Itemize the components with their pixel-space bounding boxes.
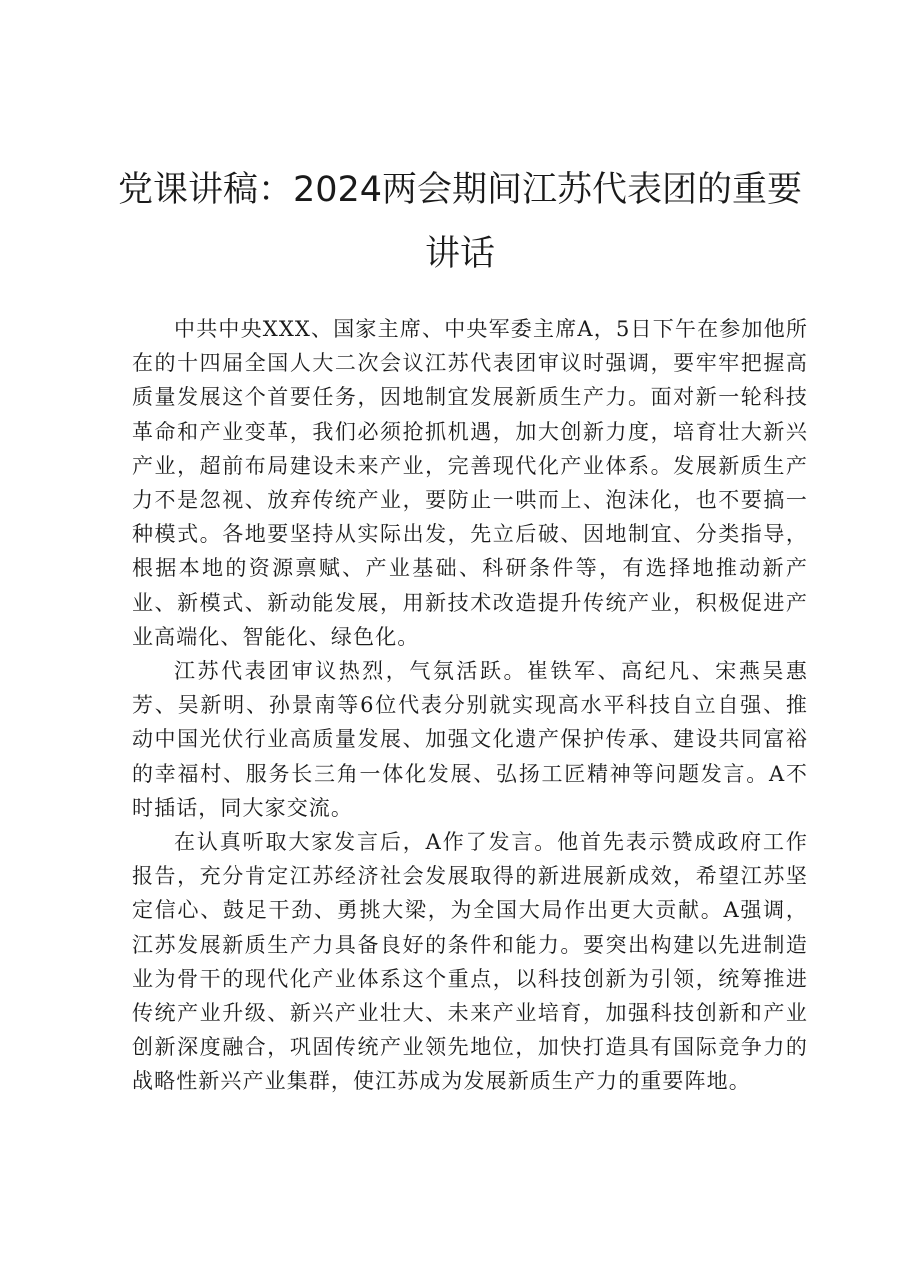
paragraph-1: 中共中央XXX、国家主席、中央军委主席A，5日下午在参加他所在的十四届全国人大二次会议江苏代表团审议时强调，要牢牢把握高质量发展这个首要任务，因地制宜发展新质生产力。面对新一轮科技革命和产业变革，我们必须抢抓机遇，加大创新力度，培育壮大新兴产业，超前布局建设未来产业，完善现代化产业体系。发展新质生产力不是忽视、放弃传统产业，要防止一哄而上、泡沫化，也不要搞一种模式。各地要坚持从实际出发，先立后破、因地制宜、分类指导，根据本地的资源禀赋、产业基础、科研条件等，有选择地推动新产业、新模式、新动能发展，用新技术改造提升传统产业，积极促进产业高端化、智能化、绿色化。 [132,317,808,649]
paragraph-2: 江苏代表团审议热烈，气氛活跃。崔铁军、高纪凡、宋燕吴惠芳、吴新明、孙景南等6位代表分别就实现高水平科技自立自强、推动中国光伏行业高质量发展、加强文化遗产保护传承、建设共同富裕的幸福村、服务长三角一体化发展、弘扬工匠精神等问题发言。A不时插话，同大家交流。 [132,659,808,820]
document-body [132,312,808,1099]
paragraph-3: 在认真听取大家发言后，A作了发言。他首先表示赞成政府工作报告，充分肯定江苏经济社会发展取得的新进展新成效，希望江苏坚定信心、鼓足干劲、勇挑大梁，为全国大局作出更大贡献。A强调，江苏发展新质生产力具备良好的条件和能力。要突出构建以先进制造业为骨干的现代化产业体系这个重点，以科技创新为引领，统筹推进传统产业升级、新兴产业壮大、未来产业培育，加强科技创新和产业创新深度融合，巩固传统产业领先地位，加快打造具有国际竞争力的战略性新兴产业集群，使江苏成为发展新质生产力的重要阵地。 [132,830,808,1094]
document-title: 党课讲稿：2024两会期间江苏代表团的重要讲话 [117,170,803,274]
